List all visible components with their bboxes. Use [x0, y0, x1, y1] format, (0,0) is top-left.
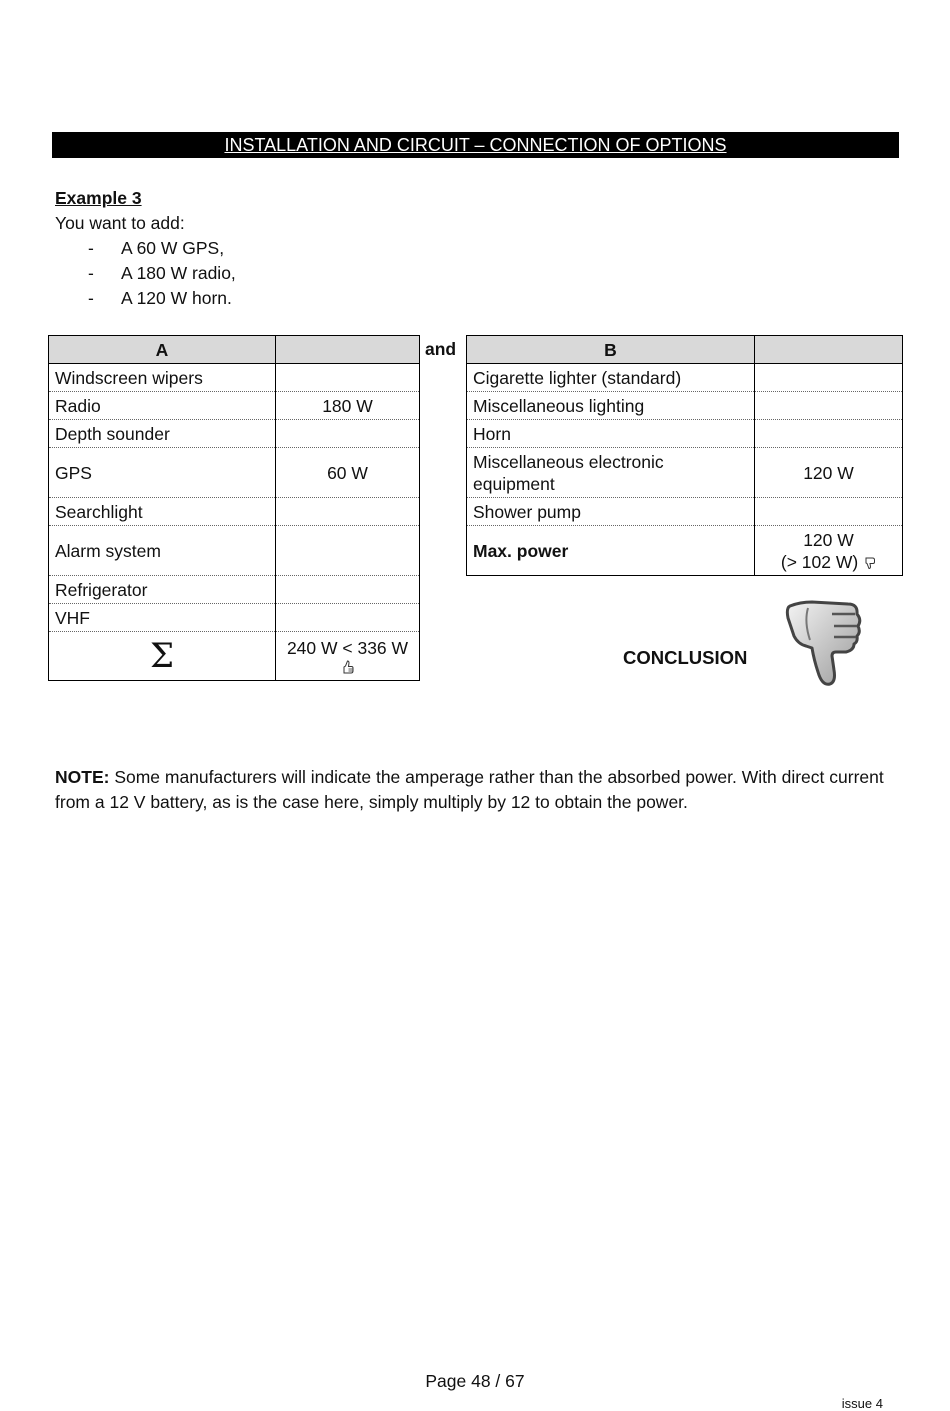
issue-label: issue 4 [841, 1396, 883, 1411]
list-item: - A 180 W radio, [55, 261, 236, 286]
table-a [48, 335, 420, 681]
table-row: Alarm system [49, 526, 420, 576]
table-a-header-value [276, 336, 420, 364]
max-power-row [467, 526, 903, 576]
example-intro [55, 186, 236, 311]
sigma-symbol: Σ [49, 632, 276, 681]
bullet-dash: - [88, 288, 94, 308]
table-a-header: A [49, 336, 276, 364]
note-prefix: NOTE: [55, 767, 110, 787]
table-row: VHF [49, 604, 420, 632]
section-header [52, 132, 899, 158]
list-item: - A 60 W GPS, [55, 236, 236, 261]
thumbs-down-icon [782, 596, 864, 690]
table-b-header-value [755, 336, 903, 364]
table-row: Searchlight [49, 498, 420, 526]
section-title: INSTALLATION AND CIRCUIT – CONNECTION OF OPTIONS [224, 135, 727, 155]
conclusion-label: CONCLUSION [623, 647, 748, 668]
table-b-header: B [467, 336, 755, 364]
example-lead: You want to add: [55, 213, 185, 233]
bullet-dash: - [88, 263, 94, 283]
table-row: Cigarette lighter (standard) [467, 364, 903, 392]
example-label: Example 3 [55, 188, 142, 208]
table-row: Miscellaneous lighting [467, 392, 903, 420]
max-power-limit: (> 102 W) [761, 551, 896, 573]
max-power-cell [755, 526, 903, 576]
sum-value: 240 W < 336 W [286, 638, 409, 658]
table-b [466, 335, 903, 576]
thumbs-down-small-icon [863, 556, 876, 570]
max-power-value: 120 W [803, 529, 854, 550]
table-row: Windscreen wipers [49, 364, 420, 392]
table-row: Refrigerator [49, 576, 420, 604]
sum-cell [276, 632, 420, 681]
note-paragraph [55, 765, 900, 815]
table-row: Depth sounder [49, 420, 420, 448]
note-text: Some manufacturers will indicate the amperage rather than the absorbed power. With direct current from a 12 V battery, as is the case here, simply multiply by 12 to obtain the power. [55, 767, 884, 812]
bullet-dash: - [88, 238, 94, 258]
table-row: Shower pump [467, 498, 903, 526]
options-list [55, 236, 236, 311]
thumbs-up-icon [341, 659, 355, 675]
table-a-header-row [49, 336, 420, 364]
sum-row [49, 632, 420, 681]
max-power-label: Max. power [467, 526, 755, 576]
list-item: - A 120 W horn. [55, 286, 236, 311]
table-row: Radio 180 W [49, 392, 420, 420]
and-label: and [425, 339, 457, 359]
table-row: Miscellaneous electronic equipment 120 W [467, 448, 903, 498]
table-row: GPS 60 W [49, 448, 420, 498]
page-number: Page 48 / 67 [425, 1371, 525, 1391]
table-row: Horn [467, 420, 903, 448]
table-b-header-row [467, 336, 903, 364]
